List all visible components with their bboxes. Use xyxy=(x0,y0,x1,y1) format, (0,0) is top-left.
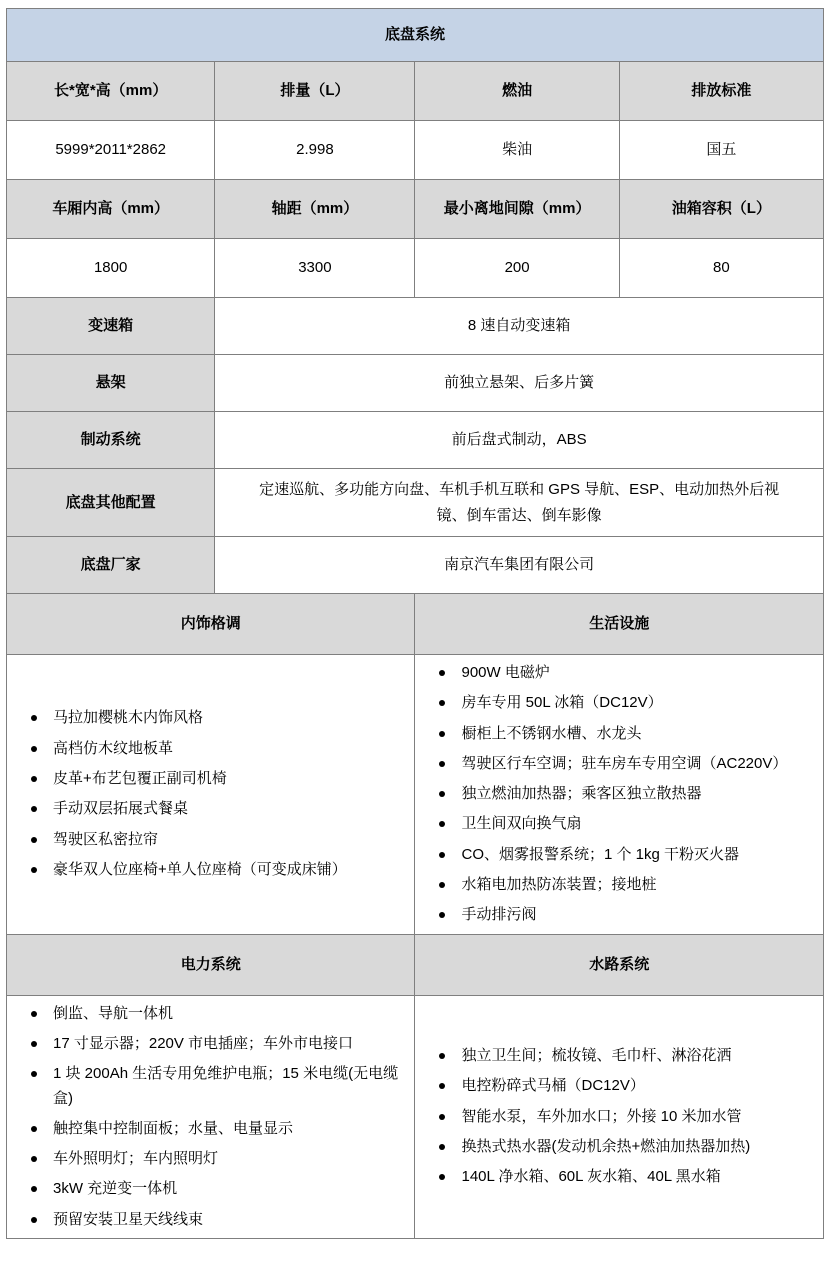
list-item: 豪华双人位座椅+单人位座椅（可变成床铺） xyxy=(49,858,406,882)
list-item: 橱柜上不锈钢水槽、水龙头 xyxy=(457,722,815,746)
value-wheelbase: 3300 xyxy=(215,239,415,298)
list-item: 高档仿木纹地板革 xyxy=(49,737,406,761)
value-suspension: 前独立悬架、后多片簧 xyxy=(215,355,824,412)
specification-table xyxy=(6,8,824,1239)
list-item: 独立燃油加热器；乘客区独立散热器 xyxy=(457,782,815,806)
value-cabin-height: 1800 xyxy=(7,239,215,298)
label-brake-system: 制动系统 xyxy=(7,412,215,469)
header-emission-standard: 排放标准 xyxy=(619,62,823,121)
list-item: 1 块 200Ah 生活专用免维护电瓶；15 米电缆(无电缆盒) xyxy=(49,1062,406,1111)
label-manufacturer: 底盘厂家 xyxy=(7,537,215,594)
header-fuel-tank-capacity: 油箱容积（L） xyxy=(619,180,823,239)
list-item: CO、烟雾报警系统；1 个 1kg 干粉灭火器 xyxy=(457,843,815,867)
table-row-section2-headers xyxy=(7,934,824,995)
list-item: 水箱电加热防冻装置；接地桩 xyxy=(457,873,815,897)
page-title: 底盘系统 xyxy=(7,9,824,62)
list-item: 房车专用 50L 冰箱（DC12V） xyxy=(457,691,815,715)
header-size: 长*宽*高（mm） xyxy=(7,62,215,121)
table-row-section1-content xyxy=(7,655,824,935)
value-fuel-tank-capacity: 80 xyxy=(619,239,823,298)
label-transmission: 变速箱 xyxy=(7,298,215,355)
interior-feature-list xyxy=(15,706,406,882)
value-emission-standard: 国五 xyxy=(619,121,823,180)
section-title-interior: 内饰格调 xyxy=(7,594,415,655)
table-row-manufacturer xyxy=(7,537,824,594)
list-electrical xyxy=(7,995,415,1238)
table-row-section1-headers xyxy=(7,594,824,655)
header-fuel: 燃油 xyxy=(415,62,619,121)
table-row-other-config xyxy=(7,469,824,537)
list-interior xyxy=(7,655,415,935)
list-item: 900W 电磁炉 xyxy=(457,661,815,685)
table-row-section2-content xyxy=(7,995,824,1238)
list-item: 电控粉碎式马桶（DC12V） xyxy=(457,1074,815,1098)
table-row-secondary-values xyxy=(7,239,824,298)
section-title-living: 生活设施 xyxy=(415,594,824,655)
list-item: 车外照明灯；车内照明灯 xyxy=(49,1147,406,1171)
living-feature-list xyxy=(423,661,815,928)
list-item: 倒监、导航一体机 xyxy=(49,1002,406,1026)
list-item: 马拉加樱桃木内饰风格 xyxy=(49,706,406,730)
header-cabin-height: 车厢内高（mm） xyxy=(7,180,215,239)
label-suspension: 悬架 xyxy=(7,355,215,412)
list-item: 智能水泵，车外加水口；外接 10 米加水管 xyxy=(457,1105,815,1129)
list-item: 手动双层拓展式餐桌 xyxy=(49,797,406,821)
table-row-suspension xyxy=(7,355,824,412)
table-row-title xyxy=(7,9,824,62)
value-displacement: 2.998 xyxy=(215,121,415,180)
list-item: 预留安装卫星天线线束 xyxy=(49,1208,406,1232)
table-row-secondary-headers xyxy=(7,180,824,239)
list-item: 独立卫生间；梳妆镜、毛巾杆、淋浴花洒 xyxy=(457,1044,815,1068)
list-item: 17 寸显示器；220V 市电插座；车外市电接口 xyxy=(49,1032,406,1056)
table-row-brake-system xyxy=(7,412,824,469)
list-living xyxy=(415,655,824,935)
list-item: 140L 净水箱、60L 灰水箱、40L 黑水箱 xyxy=(457,1165,815,1189)
list-item: 卫生间双向换气扇 xyxy=(457,812,815,836)
value-brake-system: 前后盘式制动，ABS xyxy=(215,412,824,469)
list-water xyxy=(415,995,824,1238)
electrical-feature-list xyxy=(15,1002,406,1232)
table-row-dimension-values xyxy=(7,121,824,180)
list-item: 驾驶区行车空调；驻车房车专用空调（AC220V） xyxy=(457,752,815,776)
value-transmission: 8 速自动变速箱 xyxy=(215,298,824,355)
value-size: 5999*2011*2862 xyxy=(7,121,215,180)
table-row-dimension-headers xyxy=(7,62,824,121)
list-item: 驾驶区私密拉帘 xyxy=(49,828,406,852)
list-item: 手动排污阀 xyxy=(457,903,815,927)
list-item: 3kW 充逆变一体机 xyxy=(49,1177,406,1201)
header-displacement: 排量（L） xyxy=(215,62,415,121)
header-ground-clearance: 最小离地间隙（mm） xyxy=(415,180,619,239)
header-wheelbase: 轴距（mm） xyxy=(215,180,415,239)
value-other-config: 定速巡航、多功能方向盘、车机手机互联和 GPS 导航、ESP、电动加热外后视镜、倒车雷达、倒车影像 xyxy=(215,469,824,537)
value-fuel: 柴油 xyxy=(415,121,619,180)
section-title-water: 水路系统 xyxy=(415,934,824,995)
list-item: 换热式热水器(发动机余热+燃油加热器加热) xyxy=(457,1135,815,1159)
value-manufacturer: 南京汽车集团有限公司 xyxy=(215,537,824,594)
label-other-config: 底盘其他配置 xyxy=(7,469,215,537)
list-item: 皮革+布艺包覆正副司机椅 xyxy=(49,767,406,791)
list-item: 触控集中控制面板；水量、电量显示 xyxy=(49,1117,406,1141)
section-title-electrical: 电力系统 xyxy=(7,934,415,995)
table-row-transmission xyxy=(7,298,824,355)
value-ground-clearance: 200 xyxy=(415,239,619,298)
water-feature-list xyxy=(423,1044,815,1189)
